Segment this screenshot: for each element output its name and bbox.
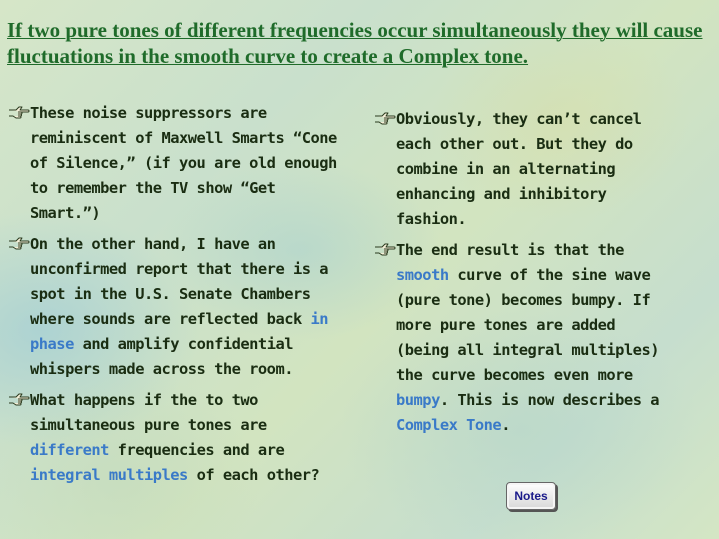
highlighted-term: smooth bbox=[396, 266, 449, 284]
text-run: . This is now describes a bbox=[439, 391, 659, 409]
bullet-text bbox=[30, 101, 353, 226]
pointing-hand-icon bbox=[374, 241, 396, 257]
bullet-item bbox=[374, 107, 674, 232]
text-run: curve of the sine wave (pure tone) becomes bumpy. If more pure tones are added (being all integral multiples) the curve becomes even more bbox=[396, 266, 659, 384]
bullet-item bbox=[8, 232, 353, 382]
text-run: The end result is that the bbox=[396, 241, 624, 259]
left-column bbox=[8, 101, 353, 494]
text-run: What happens if the to two simultaneous pure tones are bbox=[30, 391, 267, 434]
pointing-hand-icon bbox=[8, 104, 30, 120]
text-run: frequencies and are bbox=[108, 441, 285, 459]
highlighted-term: Complex Tone bbox=[396, 416, 502, 434]
bullet-item bbox=[8, 388, 353, 488]
highlighted-term: bumpy bbox=[396, 391, 440, 409]
text-run: Obviously, they can’t cancel each other out. But they do combine in an alternating enhancing and inhibitory fashion. bbox=[396, 110, 642, 228]
bullet-item bbox=[374, 238, 674, 438]
bullet-text bbox=[396, 107, 674, 232]
bullet-text bbox=[30, 232, 353, 382]
slide-title: If two pure tones of different frequencies occur simultaneously they will cause fluctuations in the smooth curve to create a Complex tone. bbox=[7, 18, 703, 68]
bullet-text bbox=[30, 388, 353, 488]
text-run: of each other? bbox=[187, 466, 320, 484]
text-run: These noise suppressors are reminiscent of Maxwell Smarts “Cone of Silence,” (if you are old enough to remember the TV show “Get Smart.”) bbox=[30, 104, 337, 222]
notes-button[interactable]: Notes bbox=[506, 482, 556, 510]
text-run: . bbox=[501, 416, 510, 434]
bullet-text bbox=[396, 238, 674, 438]
highlighted-term: in phase bbox=[30, 310, 329, 353]
pointing-hand-icon bbox=[8, 235, 30, 251]
pointing-hand-icon bbox=[8, 391, 30, 407]
text-run: and amplify confidential whispers made across the room. bbox=[30, 335, 293, 378]
pointing-hand-icon bbox=[374, 110, 396, 126]
bullet-item bbox=[8, 101, 353, 226]
highlighted-term: different bbox=[30, 441, 109, 459]
text-run: On the other hand, I have an unconfirmed report that there is a spot in the U.S. Senate Chambers where sounds are reflected back bbox=[30, 235, 329, 328]
right-column bbox=[374, 107, 674, 444]
highlighted-term: integral multiples bbox=[30, 466, 188, 484]
